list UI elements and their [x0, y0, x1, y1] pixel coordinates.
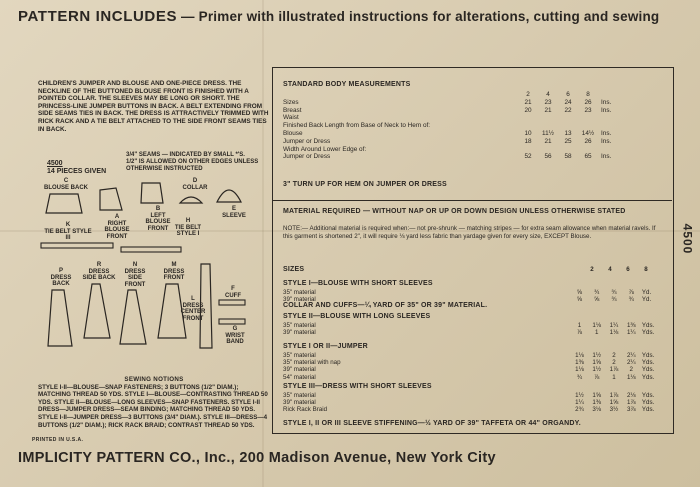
- measurement-value: 58: [564, 153, 572, 161]
- measurement-label: Width Around Lower Edge of:: [283, 145, 367, 153]
- measurement-label: Sizes: [283, 98, 299, 106]
- body-measurements: [283, 81, 663, 161]
- measurement-unit: [598, 91, 623, 99]
- piece-collar: [178, 178, 212, 205]
- measurement-value: 65: [584, 153, 592, 161]
- piece-letter: C: [63, 178, 69, 184]
- measurement-label: Jumper or Dress: [283, 153, 331, 161]
- company-footer: IMPLICITY PATTERN CO., Inc., 200 Madison Avenue, New York City: [18, 450, 496, 466]
- material-row: [283, 352, 663, 359]
- material-value: ⅞: [628, 289, 634, 296]
- left-blouse-front-shape: [138, 180, 166, 206]
- material-value: 1⅝: [592, 392, 602, 399]
- piece-dress-side-back: [82, 262, 116, 340]
- measurement-row: [283, 153, 663, 161]
- size-value: 4: [608, 266, 612, 273]
- pattern-code: [47, 160, 106, 176]
- measurement-value: [558, 122, 578, 130]
- piece-sleeve: [214, 176, 254, 219]
- measurement-label: Waist: [283, 114, 299, 122]
- piece-label: BLOUSE BACK: [44, 184, 89, 191]
- piece-label: WRIST BAND: [225, 332, 245, 346]
- piece-label: TIE BELT STYLE III: [44, 228, 92, 242]
- material-unit: Yds.: [641, 366, 655, 374]
- measurement-value: 18: [524, 137, 532, 145]
- measurement-value: [558, 146, 578, 154]
- material-value: 2¾: [575, 406, 584, 414]
- material-value: ⅞: [576, 329, 583, 337]
- style-title: STYLE I, II OR III SLEEVE STIFFENING—½ YARD OF 39" TAFFETA OR 44" ORGANDY.: [283, 420, 581, 427]
- piece-label: COLLAR: [182, 184, 208, 191]
- measurement-value: 11½: [542, 129, 554, 137]
- material-style-block: [283, 280, 663, 303]
- material-value: ⅝: [576, 296, 583, 304]
- measurement-value: 52: [524, 153, 532, 161]
- material-style-block: [283, 383, 663, 414]
- material-value: 1⅞: [609, 392, 619, 399]
- divider: [272, 200, 672, 201]
- measurement-value: [518, 122, 538, 130]
- material-value: 2: [612, 352, 616, 359]
- measurement-value: 23: [584, 106, 592, 114]
- material-value: 1: [594, 329, 599, 337]
- tie-belt-shape: [40, 242, 114, 250]
- pattern-number: 4500: [47, 160, 63, 167]
- measurement-value: 26: [584, 98, 592, 106]
- material-style-block: [283, 343, 663, 381]
- material-value: 1⅛: [575, 352, 584, 359]
- right-blouse-front-shape: [96, 186, 126, 214]
- pattern-includes-header: [18, 8, 688, 25]
- dress-side-front-shape: [118, 288, 148, 346]
- material-unit: Yds.: [641, 352, 655, 359]
- material-value: ¾: [611, 296, 617, 304]
- piece-letter: M: [171, 262, 177, 268]
- material-required-title: MATERIAL REQUIRED — WITHOUT NAP OR UP OR DOWN DESIGN UNLESS OTHERWISE STATED: [283, 208, 626, 215]
- material-label: 35" material: [283, 322, 316, 329]
- material-value: 2: [629, 366, 633, 374]
- material-value: 1⅜: [575, 359, 584, 367]
- piece-dress-side-front: [118, 262, 152, 346]
- measurement-label: Breast: [283, 106, 302, 114]
- measurement-value: 21: [544, 137, 552, 145]
- material-unit: Yds.: [641, 392, 655, 399]
- material-value: ¾: [594, 289, 600, 296]
- material-label: 39" material: [283, 366, 316, 374]
- measurement-row: [283, 114, 663, 122]
- measurement-value: 14½: [581, 129, 595, 137]
- piece-letter: L: [191, 296, 195, 302]
- measurement-value: 22: [564, 106, 572, 114]
- style-title: STYLE I—BLOUSE WITH SHORT SLEEVES: [283, 280, 433, 287]
- material-unit: Yds.: [641, 322, 655, 329]
- material-value: 1: [577, 322, 582, 329]
- material-value: ⅞: [594, 373, 600, 381]
- measurement-value: 21: [524, 98, 532, 106]
- measurement-unit: Ins.: [601, 129, 612, 137]
- material-value: 1⅜: [626, 322, 636, 329]
- material-unit: Yds.: [641, 399, 655, 407]
- sleeve-shape: [214, 176, 244, 206]
- material-unit: Yd.: [641, 289, 652, 296]
- piece-cuff: [218, 286, 248, 307]
- piece-label: DRESS BACK: [50, 274, 72, 288]
- material-value: 1: [612, 373, 616, 381]
- style-title: STYLE II—BLOUSE WITH LONG SLEEVES: [283, 313, 431, 320]
- material-value: 1⅝: [609, 399, 619, 407]
- measurement-row: [283, 107, 663, 115]
- measurement-value: 13: [564, 129, 572, 137]
- measurement-unit: Ins.: [601, 153, 612, 161]
- material-style-block: [283, 420, 663, 429]
- collar-shape: [178, 191, 204, 205]
- measurement-label: Finished Back Length from Base of Neck to Hem of:: [283, 122, 431, 130]
- material-value: 3⅞: [626, 406, 636, 414]
- measurement-value: 20: [524, 106, 532, 114]
- material-note: NOTE:— Additional material is required when:— not pre-shrunk — matching stripes — for extra seam allowance when material ravels. If this garment is shortened 2", it will require ⅛ yard less fabric than yardage given for every size, EXCEPT Blouse.: [283, 225, 656, 240]
- measurement-value: 2: [526, 91, 530, 98]
- material-value: 3½: [609, 406, 619, 414]
- piece-letter: H: [185, 218, 191, 224]
- material-value: 1⅛: [626, 373, 636, 381]
- piece-letter: R: [96, 262, 102, 268]
- measurement-label: Blouse: [283, 129, 303, 137]
- material-value: 1¼: [575, 399, 584, 407]
- seam-allowance-note: [126, 152, 276, 173]
- measurement-value: [518, 114, 538, 122]
- measurement-row: [283, 146, 663, 154]
- material-unit: Yd.: [641, 296, 652, 304]
- material-unit: Yds.: [641, 406, 655, 414]
- material-value: 1¼: [609, 322, 619, 329]
- material-value: 1⅞: [626, 399, 636, 407]
- piece-label: DRESS FRONT: [163, 268, 185, 282]
- material-label: Rick Rack Braid: [283, 406, 328, 414]
- piece-letter: N: [132, 262, 138, 268]
- measurement-value: [538, 114, 558, 122]
- measurement-unit: [598, 122, 623, 130]
- dress-back-shape: [44, 288, 74, 348]
- material-row: [283, 366, 663, 373]
- piece-label: DRESS SIDE FRONT: [124, 268, 146, 288]
- material-value: 1⅛: [592, 322, 602, 329]
- material-value: 1½: [592, 352, 602, 359]
- piece-letter: K: [65, 222, 71, 228]
- measurement-value: [538, 146, 558, 154]
- piece-dress-back: [44, 268, 78, 348]
- material-row: [283, 374, 663, 381]
- piece-letter: G: [232, 326, 238, 332]
- piece-letter: E: [231, 206, 236, 212]
- notions-title: SEWING NOTIONS: [124, 376, 184, 383]
- material-unit: Yds.: [641, 359, 655, 367]
- material-row: [283, 392, 663, 399]
- dress-center-front-shape: [196, 262, 216, 350]
- header-lead: PATTERN INCLUDES: [18, 8, 178, 25]
- piece-label: DRESS SIDE BACK: [82, 268, 116, 282]
- material-value: 2⅛: [626, 392, 636, 399]
- material-label: 39" material: [283, 399, 316, 407]
- wrist-band-shape: [218, 318, 246, 326]
- measurement-row: [283, 130, 663, 138]
- measurement-value: [578, 146, 598, 154]
- size-value: 2: [590, 266, 594, 273]
- material-value: ⅝: [576, 289, 583, 296]
- material-value: ¾: [628, 296, 634, 304]
- material-row: [283, 322, 663, 329]
- turn-up-note: 3" TURN UP FOR HEM ON JUMPER OR DRESS: [283, 181, 447, 188]
- measurement-value: [538, 122, 558, 130]
- measurement-unit: Ins.: [601, 137, 612, 145]
- size-value: 8: [644, 266, 648, 273]
- material-value: 3⅛: [592, 406, 602, 414]
- measurement-value: 10: [524, 129, 532, 137]
- material-row: [283, 329, 663, 336]
- material-style-block: [283, 313, 663, 336]
- material-row: [283, 359, 663, 366]
- piece-label: TIE BELT STYLE I: [174, 224, 202, 238]
- measurement-unit: [598, 114, 623, 122]
- material-value: 1⅜: [592, 399, 602, 407]
- piece-label: CUFF: [225, 292, 241, 299]
- piece-letter: F: [231, 286, 235, 292]
- measurement-row: [283, 91, 663, 99]
- style-title: COLLAR AND CUFFS—¼ YARD OF 35" OR 39" MATERIAL.: [283, 302, 488, 309]
- measurement-value: 25: [564, 137, 572, 145]
- material-label: 35" material with nap: [283, 359, 341, 367]
- material-value: 1½: [575, 392, 584, 399]
- material-value: 2¼: [626, 352, 636, 359]
- piece-letter: D: [192, 178, 198, 184]
- measurement-value: 24: [564, 98, 572, 106]
- notions-text: STYLE I-II—BLOUSE—SNAP FASTENERS; 3 BUTTONS (1/2" DIAM.); MATCHING THREAD 50 YDS. STYLE I—BLOUSE—CONTRASTING THREAD 50 YDS. STYLE II—BLOUSE—LONG SLEEVES—SNAP FASTENERS. STYLE I-II DRESS—JUMPER DRESS—SEAM BINDING; MATCHING THREAD 50 YDS. STYLE I-II—JUMPER DRESS—3 BUTTONS (3/4" DIAM.). STYLE III—DRESS—4 BUTTONS (1/2" DIAM.); RICK RACK BRAID; CONTRAST THREAD 50 YDS.: [38, 383, 268, 429]
- measurement-value: 23: [544, 98, 552, 106]
- material-value: ⅝: [594, 296, 600, 304]
- material-label: 39" material: [283, 329, 316, 337]
- material-label: 35" material: [283, 392, 316, 399]
- material-value: 1¼: [626, 329, 636, 337]
- piece-label: SLEEVE: [222, 212, 246, 219]
- measurement-value: [578, 122, 598, 130]
- style-title: STYLE III—DRESS WITH SHORT SLEEVES: [283, 383, 432, 390]
- measurement-value: 6: [566, 91, 570, 98]
- piece-tie-belt-style-i: [168, 218, 208, 238]
- tie-belt-i-shape: [120, 246, 182, 254]
- seam-line-1: 3/4" SEAMS — INDICATED BY SMALL *'S.: [126, 152, 245, 158]
- material-value: 2: [612, 359, 616, 367]
- header-rest: — Primer with illustrated instructions for alterations, cutting and sewing: [181, 9, 660, 24]
- style-title: STYLE I OR II—JUMPER: [283, 343, 368, 350]
- sizes-header: [283, 266, 663, 273]
- measurement-row: [283, 99, 663, 107]
- piece-tie-belt-style-iii: [44, 222, 92, 242]
- garment-description: CHILDREN'S JUMPER AND BLOUSE AND ONE-PIECE DRESS. THE NECKLINE OF THE BUTTONED BLOUSE FRONT IS FINISHED WITH A POINTED COLLAR. THE SLEEVES MAY BE LONG OR SHORT. THE PRINCESS-LINE JUMPER BUTTONS IN BACK. A BELT EXTENDING FROM SIDE SEAMS TIES IN BACK. THE DRESS IS ATTRACTIVELY TRIMMED WITH RICK RACK AND A TIE BELT ATTACHED TO THE SIDE FRONT SEAMS TIES IN BACK.: [38, 80, 269, 133]
- piece-letter: P: [58, 268, 63, 274]
- material-label: 39" material: [283, 296, 316, 304]
- material-row: [283, 399, 663, 406]
- blouse-back-shape: [44, 191, 84, 217]
- measurement-value: 26: [584, 137, 592, 145]
- material-label: 35" material: [283, 352, 316, 359]
- seam-line-2: 1/2" IS ALLOWED ON OTHER EDGES UNLESS OTHERWISE INSTRUCTED: [126, 159, 259, 172]
- sewing-notions: [38, 376, 270, 429]
- measurement-rows: [283, 91, 663, 161]
- material-label: 54" material: [283, 373, 316, 381]
- measurement-value: [578, 114, 598, 122]
- pieces-count: 14 PIECES GIVEN: [47, 168, 107, 175]
- measurements-title: STANDARD BODY MEASUREMENTS: [283, 81, 411, 88]
- material-value: ¾: [576, 373, 583, 381]
- material-value: 1½: [592, 366, 602, 374]
- material-style-block: [283, 302, 663, 311]
- measurement-label: Jumper or Dress: [283, 137, 331, 145]
- piece-label: RIGHT BLOUSE FRONT: [104, 220, 130, 240]
- measurement-row: [283, 138, 663, 146]
- measurement-value: 56: [544, 153, 552, 161]
- measurement-value: 21: [544, 106, 552, 114]
- measurement-value: [558, 114, 578, 122]
- material-value: ¾: [611, 289, 617, 296]
- piece-wrist-band: [218, 318, 252, 346]
- size-value: 6: [626, 266, 630, 273]
- measurement-label: [283, 91, 518, 99]
- measurement-row: [283, 122, 663, 130]
- material-unit: Yds.: [641, 373, 655, 381]
- sizes-label: SIZES: [283, 266, 305, 273]
- piece-right-blouse-front: [96, 186, 138, 240]
- measurement-value: 4: [546, 91, 550, 98]
- material-value: 1⅞: [609, 366, 619, 374]
- measurement-value: 8: [586, 91, 590, 98]
- material-row: [283, 289, 663, 296]
- dress-side-back-shape: [82, 282, 112, 340]
- material-value: 2¼: [626, 359, 636, 367]
- cuff-shape: [218, 299, 246, 307]
- material-value: 1⅛: [609, 329, 619, 337]
- material-label: 35" material: [283, 289, 316, 296]
- piece-label: LEFT BLOUSE FRONT: [145, 212, 171, 232]
- printed-in-usa: PRINTED IN U.S.A.: [32, 437, 84, 443]
- piece-letter: A: [114, 214, 120, 220]
- piece-blouse-back: [44, 178, 88, 217]
- measurement-unit: Ins.: [601, 98, 612, 106]
- material-value: 1⅝: [592, 359, 602, 367]
- side-pattern-number: 4500: [680, 223, 695, 255]
- material-value: 1⅛: [575, 366, 584, 374]
- measurement-unit: Ins.: [601, 106, 612, 114]
- piece-letter: B: [155, 206, 161, 212]
- measurement-unit: [598, 146, 623, 154]
- material-row: [283, 406, 663, 413]
- measurement-value: [518, 146, 538, 154]
- material-unit: Yds.: [641, 329, 655, 337]
- piece-label: DRESS CENTER FRONT: [180, 302, 206, 322]
